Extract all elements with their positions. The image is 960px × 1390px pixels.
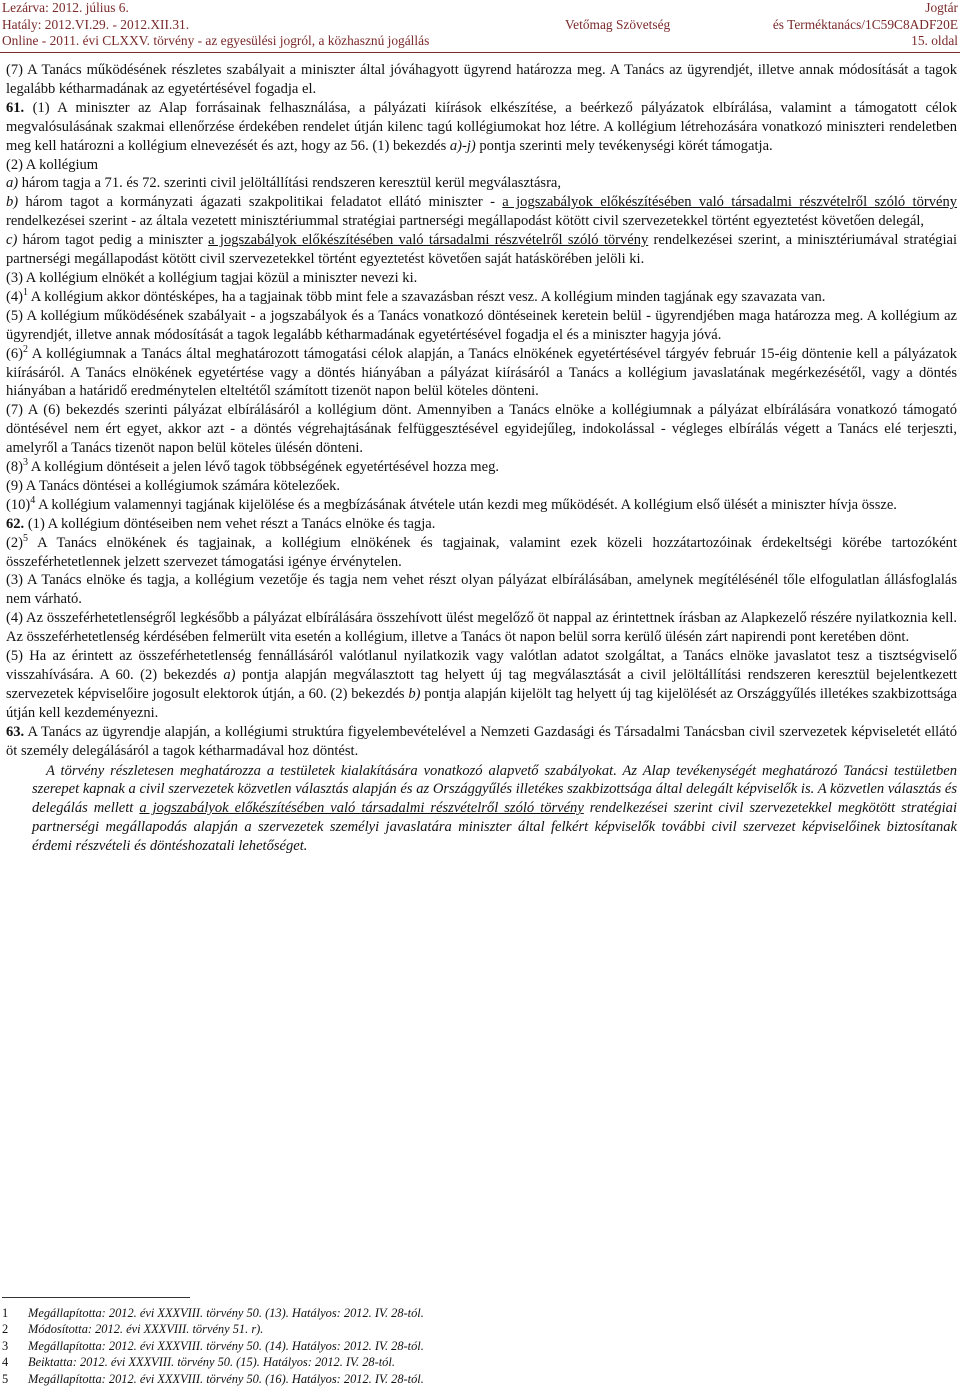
organization-name: Vetőmag Szövetség [565,16,671,32]
closed-date: Lezárva: 2012. július 6. [2,0,129,15]
section-61-p7: (7) A (6) bekezdés szerinti pályázat elbírálásáról a kollégium dönt. Amennyiben a Tanács elnöke a kollégiumnak a pályázat elbírálására vonatkozó támogató döntésével nem ért egyet, akkor azt - a döntés végrehajtásának felfüggesztésével egyidejűleg, indokolással - végleges elbírálás végett a Tanács elé terjeszti, amelyről a Tanács tizenöt napon belül köteles ülésén dönteni. [6,402,957,457]
footnote-item: 3 Megállapította: 2012. évi XXXVIII. törvény 50. (14). Hatályos: 2012. IV. 28-tól. [2,1338,424,1353]
section-62-p5: (5) Ha az érintett az összeférhetetlenség fennállásáról valótlanul nyilatkozik vagy valótlan adatot szolgáltat, a Tanács elnöke javaslatot tesz a tisztségviselő visszahívására. A 60. (2) bekezdés a) pontja alapján megválasztott tag helyett új tag megválasztását a civil jelöltállítási rendszeren keresztül bejelentkezett szervezetek képviselőire jogosult elektorok útján, a 60. (2) bekezdés b) pontja alapján kijelölt tag helyett új tag kijelölését az Országgyűlés illetékes szakbizottsága útján kell kezdeményezni. [6,648,958,721]
jogtar-label: Jogtár [925,0,958,15]
section-61-p8: $(8)^3$ A kollégium döntéseit a jelen lévő tagok többségének egyetértésével hozza meg. [6,457,499,476]
section-61-p10: $(10)^4$ A kollégium valamennyi tagjának kijelölése és a megbízásának átvétele után kezdi meg működését. A kollégium első ülését a miniszter hívja össze. [6,495,897,513]
footnotes [2,1305,952,1387]
header-row-1 [2,0,958,17]
footnote-ref-4[interactable]: 4 [30,495,36,506]
footnote-ref-1[interactable]: 1 [22,287,28,299]
section-61-point-b: b) három tagot a kormányzati ágazati szakpolitikai feladatot ellátó miniszter - a jogszabályok előkészítésében való társadalmi részvételről szóló törvény rendelkezései szerint - az általa vezetett minisztériummal stratégiai partnerségi megállapodást kötött civil szervezetekkel történt egyeztetést követően delegál, [6,194,957,230]
section-62-number: 62. [6,515,25,532]
law-reference-link[interactable]: a jogszabályok előkészítésében való társadalmi részvételről szóló törvény [502,194,957,211]
section-62-p1: 62. (1) A kollégium döntéseiben nem vehet részt a Tanács elnöke és tagja. [6,515,436,532]
law-reference-link[interactable]: a jogszabályok előkészítésében való társadalmi részvételről szóló törvény [139,800,584,817]
section-63-p1: 63. A Tanács az ügyrendje alapján, a kollégiumi struktúra figyelembevételével a Nemzeti Gazdasági és Társadalmi Tanácsban civil szervezetek képviseletét ellátó öt személy delegálásáról a tagok kétharmadával hoz döntést. [6,723,957,759]
section-61-point-c: c) három tagot pedig a miniszter a jogszabályok előkészítésében való társadalmi részvételről szóló törvény rendelkezései szerint, a minisztériumával stratégiai partnerségi megállapodást kötött civil szervezetekkel történt egyeztetést követően saját hatáskörében jelöli ki. [6,232,957,268]
footnote-item: 1 Megállapította: 2012. évi XXXVIII. törvény 50. (13). Hatályos: 2012. IV. 28-tól. [2,1306,424,1320]
page-header [2,0,958,54]
header-divider [0,52,960,53]
section-61-p1: 61. (1) A miniszter az Alap forrásainak felhasználása, a pályázati kiírások elkészítése, a beérkező pályázatok elbírálása, valamint a támogatott célok megvalósulásának szakmai ellenőrzése érdekében rendelet útján kilenc tagú kollégiumokat hoz létre. A kollégium létrehozására vonatkozó miniszteri rendeletben meg kell határozni a kollégium elnevezését és azt, hogy az 56. (1) bekezdés a)-j) pontja szerinti mely tevékenységi körét támogatja. [6,99,957,154]
footnote-ref-2[interactable]: 2 [22,343,28,355]
footnote-item: 5 Megállapította: 2012. évi XXXVIII. törvény 50. (16). Hatályos: 2012. IV. 28-tól. [2,1371,424,1386]
section-61-p5: (5) A kollégium működésének szabályait - a jogszabályok és a Tanács vonatkozó döntéseinek keretein belül - ügyrendjében maga határozza meg. A kollégium az ügyrendjét, illetve annak módosítását a tagok legalább kétharmadának egyetértésével fogadja el és a miniszter hagyja jóvá. [6,307,957,343]
commentary-block: A törvény részletesen meghatározza a testületek kialakítására vonatkozó alapvető szabályokat. Az Alap tevékenységét meghatározó Tanácsi testületben szerepet kapnak a civil szervezetek közvetlen választás alapján és az Országgyűlés illetékes szakbizottsága által delegált képviselők is. A közvetlen választás és delegálás mellett a jogszabályok előkészítésében való társadalmi részvételről szóló törvény rendelkezései szerint civil szervezetekkel megkötött stratégiai partnerségi megállapodás alapján a szervezetek személyi javaslatára miniszter által felkért képviselők további civil szervezet képviselőinek biztosítanak érdemi részvételi és döntéshozatali lehetőséget. [32,762,957,855]
law-title: Online - 2011. évi CLXXV. törvény - az egyesülési jogról, a közhasznú jogállás [2,33,430,49]
section-61-p3: (3) A kollégium elnökét a kollégium tagjai közül a miniszter nevezi ki. [6,269,418,286]
section-61-p2: (2) A kollégium [6,156,99,173]
footnote-divider [2,1297,190,1298]
section-61-p6: $(6)^2$ A kollégiumnak a Tanács által meghatározott támogatási célok alapján, a Tanács elnökének egyetértésével tárgyév február 15-éig döntenie kell a pályázatok kiírásáról. A Tanács elnökének egyetértése vagy a döntés hiányában a pályázat kiírásáról a Tanács a kollégium javaslatának megérkezésétől, vagy a döntés hiányában a határidő eredménytelen elteltétől számított tizenöt napon belül köteles dönteni. [6,343,957,400]
section-61-point-a: a) három tagja a 71. és 72. szerinti civil jelöltállítási rendszeren keresztül kerül megválasztásra, [6,175,562,192]
section-61-p4: $(4)^1$ A kollégium akkor döntésképes, ha a tagjainak több mint fele a szavazásban részt vesz. A kollégium minden tagjának egy szavazata van. [6,287,826,305]
section-61-p9: (9) A Tanács döntései a kollégiumok számára kötelezőek. [6,477,340,494]
document-id: és Terméktanács/1C59C8ADF20E [772,16,958,32]
footnote-item: 4 Beiktatta: 2012. évi XXXVIII. törvény 50. (15). Hatályos: 2012. IV. 28-tól. [2,1355,395,1370]
page-number: 15. oldal [911,33,958,49]
paragraph-7: (7) A Tanács működésének részletes szabályait a miniszter által jóváhagyott ügyrend határozza meg. A Tanács az ügyrendjét, illetve annak módosítását a tagok legalább kétharmadának az egyetértésével fogadja el. [6,62,957,97]
header-row-2 [2,17,958,34]
document-body [6,61,957,856]
section-62-p2: $(2)^5$ A Tanács elnökének és tagjainak, a kollégium elnökének és tagjainak, valamint ezek közeli hozzátartozóinak érdekeltségi körébe tartozóként összeférhetetlennek jelzett szervezet támogatási igénye érvénytelen. [6,532,957,570]
section-62-p3: (3) A Tanács elnöke és tagja, a kollégium vezetője és tagja nem vehet részt olyan pályázat elbírálásában, amelynek megítélésénél tőle elfogulatlan állásfoglalás nem várható. [6,572,957,608]
footnote-ref-3[interactable]: 3 [22,457,28,469]
section-62-p4: (4) Az összeférhetetlenségről legkésőbb a pályázat elbírálására összehívott ülést megelőző öt nappal az érintettnek írásban az Alapkezelő részére nyilatkoznia kell. Az összeférhetetlenség kérdésében felmerült vita esetén a kollégium, illetve a Tanács öt napon belül sorra kerülő ülésén zárt napirendi pont keretében dönt. [6,610,957,646]
footnote-ref-5[interactable]: 5 [22,532,28,544]
header-row-3 [2,33,958,50]
section-63-number: 63. [6,723,25,740]
law-reference-link[interactable]: a jogszabályok előkészítésében való társadalmi részvételről szóló törvény [208,232,649,249]
validity-range: Hatály: 2012.VI.29. - 2012.XII.31. [2,16,190,32]
footnote-item: 2 Módosította: 2012. évi XXXVIII. törvény 51. r). [2,1322,264,1337]
section-61-number: 61. [6,99,25,116]
